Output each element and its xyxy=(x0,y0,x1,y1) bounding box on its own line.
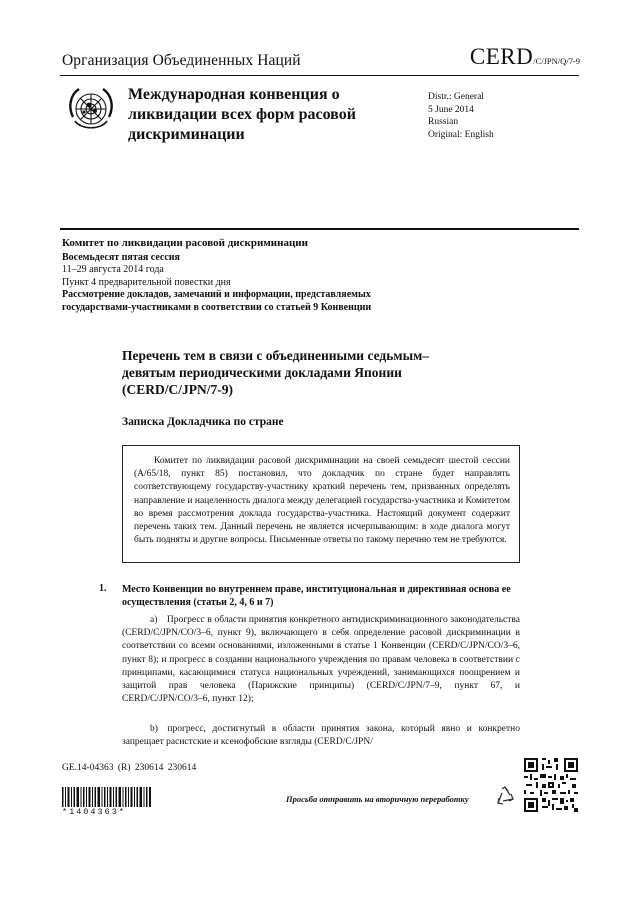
distr-line: 5 June 2014 xyxy=(428,104,474,115)
recycle-note: Просьба отправить на вторичную переработку xyxy=(286,794,469,804)
paragraph-a: a) Прогресс в области принятия конкретного антидискриминационного законодательства (CERD/C/JPN/CO/3–6, пункт 9), включающего в себя определение расовой дискриминации в соответствии со всеми основаниями, изложенными в статье 1 Конвенции (CERD/C/JPN/CO/3–6, пункт 8); и прогресс в создании национального учреждения по правам человека в соответствии с принципами, касающимися статуса национальных учреждений, занимающихся поощрением и защитой прав человека (Парижские принципы) (CERD/C/JPN/7–9, пункт 67, и CERD/C/JPN/CO/3–6, пункт 12); xyxy=(122,615,520,705)
distr-line: Russian xyxy=(428,117,459,127)
distr-line: Original: English xyxy=(428,129,494,140)
section-heading: Место Конвенции во внутреннем праве, институциональная и директивная основа ее осуществления (статьи 2, 4, 6 и 7) xyxy=(122,584,511,608)
committee-name: Комитет по ликвидации расовой дискриминации xyxy=(62,237,308,249)
distr-line: Distr.: General xyxy=(428,92,484,102)
summary-text: Комитет по ликвидации расовой дискриминации на своей семьдесят шестой сессии (A/65/18, пункт 85) постановил, что докладчик по стране будет направлять соответствующему государству-участнику краткий перечень тем, призванных определять направление и нацеленность диалога между делегацией государства-участника и Комитетом во время рассмотрения доклада государства-участника. Настоящий документ содержит перечень таких тем. Данный перечень не является исчерпывающим: в ходе диалога могут быть подняты и другие вопросы. Письменные ответы по такому перечню тем не требуются. xyxy=(134,456,510,546)
session-dates: 11–29 августа 2014 года xyxy=(62,264,164,275)
barcode-number: *1404363* xyxy=(62,807,126,817)
document-symbol xyxy=(470,44,580,70)
committee-block xyxy=(62,237,382,314)
organization-name: Организация Объединенных Наций xyxy=(62,52,301,69)
barcode-icon xyxy=(62,787,152,807)
distribution-block xyxy=(428,91,494,141)
agenda-item: Пункт 4 предварительной повестки дня xyxy=(62,276,231,288)
session: Восемьдесят пятая сессия xyxy=(62,251,180,263)
convention-title: Международная конвенция о ликвидации всех форм расовой дискриминации xyxy=(128,86,356,143)
job-number: GE.14-04363 (R) 230614 230614 xyxy=(62,763,197,773)
section-rule xyxy=(60,228,579,230)
note-title: Записка Докладчика по стране xyxy=(122,416,284,428)
recycle-icon xyxy=(494,785,516,807)
section-number: 1. xyxy=(99,583,107,594)
document-title: Перечень тем в связи с объединенными седьмым–девятым периодическими докладами Японии (CERD/C/JPN/7-9) xyxy=(122,348,430,397)
header-rule xyxy=(60,75,579,76)
qr-code-icon xyxy=(524,758,578,812)
symbol-main: CERD xyxy=(469,44,534,69)
agenda-title: Рассмотрение докладов, замечаний и информации, представляемых государствами-участниками в соответствии со статьей 9 Конвенции xyxy=(62,289,372,313)
paragraph-b: b) прогресс, достигнутый в области принятия закона, который явно и конкретно запрещает расистские и ксенофобские взгляды (CERD/C/JPN/ xyxy=(122,724,520,748)
un-emblem-icon xyxy=(64,83,118,137)
symbol-suffix: /C/JPN/Q/7-9 xyxy=(533,56,580,66)
